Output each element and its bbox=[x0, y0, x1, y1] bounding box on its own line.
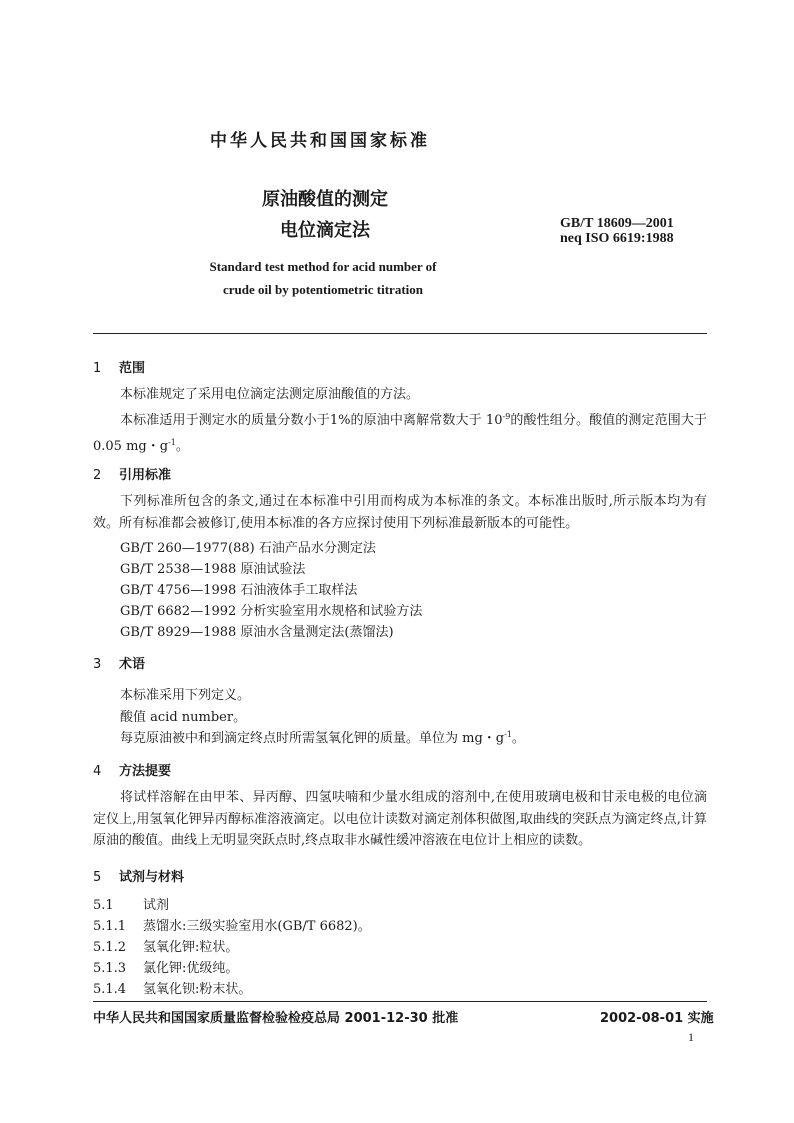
section-title: 方法提要 bbox=[119, 764, 172, 779]
section-number: 1 bbox=[93, 361, 102, 376]
standard-code-block bbox=[560, 216, 674, 246]
section-1-paragraph-1: 本标准规定了采用电位滴定法测定原油酸值的方法。 bbox=[120, 387, 420, 402]
subsection-item bbox=[93, 957, 238, 976]
text-run: 的酸性组分。酸值的测定范围大于 0.05 mg・g bbox=[93, 413, 707, 454]
reference-item: GB/T 8929—1988 原油水含量测定法(蒸馏法) bbox=[120, 625, 394, 640]
national-standard-title: 中华人民共和国国家标准 bbox=[210, 131, 430, 151]
text-run: 每克原油被中和到滴定终点时所需氢氧化钾的质量。单位为 mg・g bbox=[120, 731, 505, 746]
section-number: 4 bbox=[93, 764, 102, 779]
subsection-item bbox=[93, 915, 371, 934]
subsection-number: 5.1.4 bbox=[93, 982, 127, 997]
term-definition-text bbox=[120, 727, 525, 746]
superscript: -1 bbox=[504, 730, 512, 739]
equivalent-standard: neq ISO 6619:1988 bbox=[560, 231, 674, 246]
section-title: 试剂与材料 bbox=[119, 870, 185, 885]
subsection-item bbox=[93, 894, 169, 913]
section-3-paragraph-1: 本标准采用下列定义。 bbox=[120, 688, 251, 703]
section-3-heading bbox=[93, 653, 145, 672]
section-title: 术语 bbox=[119, 657, 146, 672]
subsection-text: 蒸馏水:三级实验室用水(GB/T 6682)。 bbox=[143, 919, 371, 934]
document-title-en-line-2: crude oil by potentiometric titration bbox=[222, 282, 423, 297]
document-subtitle-cn: 电位滴定法 bbox=[280, 220, 370, 241]
reference-item: GB/T 6682—1992 分析实验室用水规格和试验方法 bbox=[120, 604, 423, 619]
subsection-number: 5.1 bbox=[93, 898, 114, 913]
section-4-paragraph-1: 将试样溶解在由甲苯、异丙醇、四氢呋喃和少量水组成的溶剂中,在使用玻璃电极和甘汞电极的电位滴定仪上,用氢氧化钾异丙醇标准溶液滴定。以电位计读数对滴定剂体积做图,取曲线的突跃点为滴定终点,计算原油的酸值。曲线上无明显突跃点时,终点取非水碱性缓冲溶液在电位计上相应的读数。 bbox=[93, 790, 707, 848]
document-title-en-line-1: Standard test method for acid number of bbox=[209, 259, 437, 274]
subsection-number: 5.1.3 bbox=[93, 961, 127, 976]
section-1-heading bbox=[93, 357, 145, 376]
superscript: -1 bbox=[168, 437, 176, 447]
footer-divider bbox=[93, 1001, 707, 1002]
subsection-text: 氢氧化钾:粒状。 bbox=[143, 940, 239, 955]
section-2-heading bbox=[93, 464, 171, 483]
reference-item: GB/T 4756—1998 石油液体手工取样法 bbox=[120, 583, 358, 598]
section-number: 2 bbox=[93, 468, 102, 483]
text-run: 。 bbox=[511, 731, 525, 746]
approval-date: 中华人民共和国国家质量监督检验检疫总局 2001-12-30 批准 bbox=[93, 1011, 459, 1026]
section-number: 3 bbox=[93, 657, 102, 672]
page-number: 1 bbox=[688, 1030, 694, 1044]
section-1-paragraph-2 bbox=[93, 406, 707, 457]
subsection-item bbox=[93, 936, 238, 955]
document-title-cn: 原油酸值的测定 bbox=[262, 189, 388, 210]
subsection-number: 5.1.1 bbox=[93, 919, 127, 934]
section-title: 范围 bbox=[119, 361, 146, 376]
reference-item: GB/T 260—1977(88) 石油产品水分测定法 bbox=[120, 541, 376, 556]
section-title: 引用标准 bbox=[119, 468, 172, 483]
subsection-text: 试剂 bbox=[143, 898, 170, 913]
subsection-item bbox=[93, 978, 251, 997]
section-number: 5 bbox=[93, 870, 102, 885]
superscript: -9 bbox=[502, 412, 511, 421]
section-2-paragraph-1: 下列标准所包含的条文,通过在本标准中引用而构成为本标准的条文。本标准出版时,所示版本均为有效。所有标准都会被修订,使用本标准的各方应探讨使用下列标准最新版本的可能性。 bbox=[93, 494, 707, 531]
section-5-heading bbox=[93, 866, 184, 885]
header-divider bbox=[93, 333, 707, 334]
term-definition-title: 酸值 acid number。 bbox=[120, 710, 247, 725]
reference-item: GB/T 2538—1988 原油试验法 bbox=[120, 562, 306, 577]
subsection-text: 氯化钾:优级纯。 bbox=[143, 961, 239, 976]
text-run: 。 bbox=[175, 438, 189, 454]
standard-code: GB/T 18609—2001 bbox=[560, 216, 674, 231]
subsection-number: 5.1.2 bbox=[93, 940, 127, 955]
implementation-date: 2002-08-01 实施 bbox=[600, 1011, 714, 1026]
section-4-heading bbox=[93, 760, 171, 779]
subsection-text: 氢氧化钡:粉末状。 bbox=[143, 982, 252, 997]
text-run: 本标准适用于测定水的质量分数小于1%的原油中离解常数大于 10 bbox=[120, 413, 503, 428]
